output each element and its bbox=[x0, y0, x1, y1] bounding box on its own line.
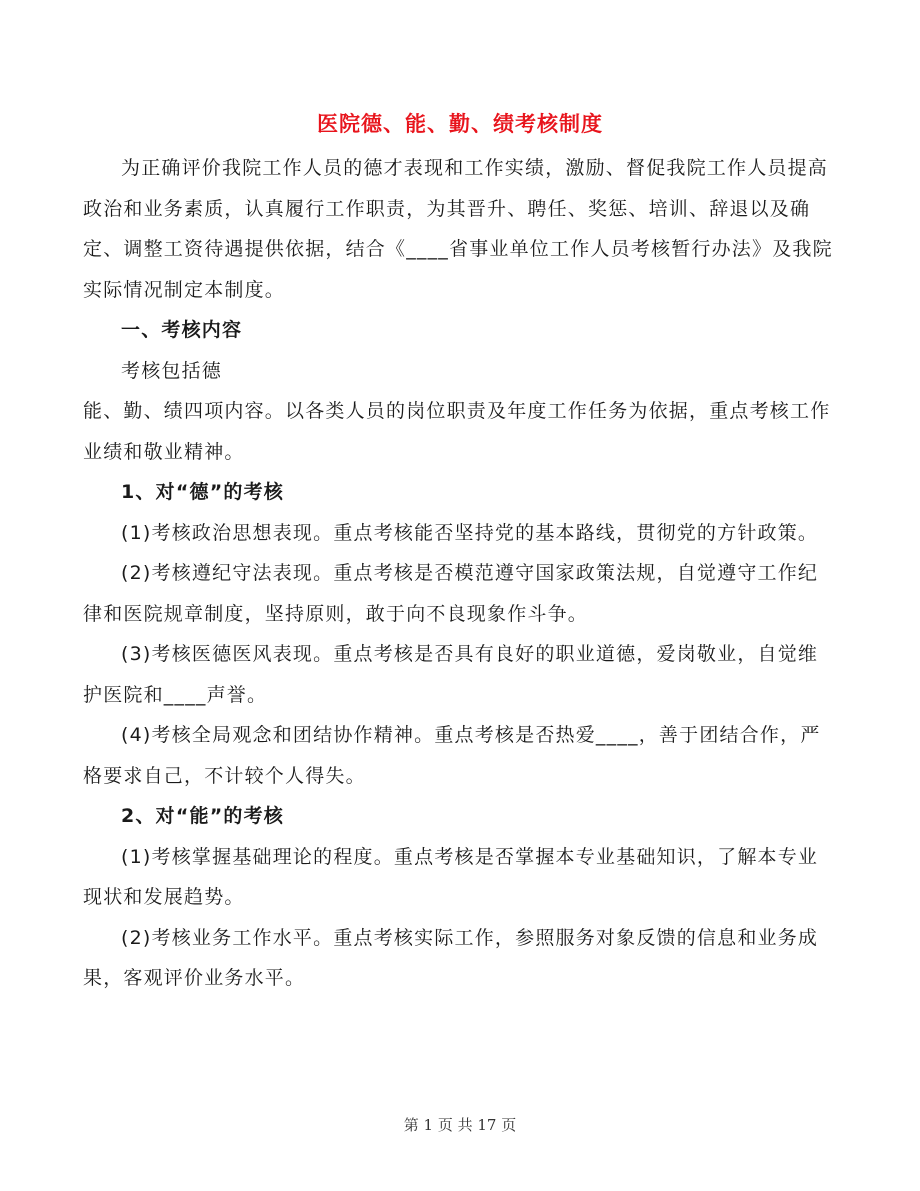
document-title: 医院德、能、勤、绩考核制度 bbox=[317, 112, 603, 136]
subheading-neng: 2、对“能”的考核 bbox=[121, 805, 284, 827]
document-body bbox=[83, 148, 835, 999]
de-item-4: (4)考核全局观念和团结协作精神。重点考核是否热爱____，善于团结合作，严格要求自己，不计较个人得失。 bbox=[83, 724, 821, 787]
de-item-1: (1)考核政治思想表现。重点考核能否坚持党的基本路线，贯彻党的方针政策。 bbox=[121, 521, 819, 544]
page-number-footer: 第 1 页 共 17 页 bbox=[403, 1116, 517, 1134]
de-item-2: (2)考核遵纪守法表现。重点考核是否模范遵守国家政策法规，自觉遵守工作纪律和医院规章制度，坚持原则，敢于向不良现象作斗争。 bbox=[83, 562, 819, 625]
paragraph-scope-continued: 能、勤、绩四项内容。以各类人员的岗位职责及年度工作任务为依据，重点考核工作业绩和敬业精神。 bbox=[83, 400, 831, 463]
neng-item-1: (1)考核掌握基础理论的程度。重点考核是否掌握本专业基础知识，了解本专业现状和发展趋势。 bbox=[83, 845, 819, 908]
subheading-de: 1、对“德”的考核 bbox=[121, 481, 284, 503]
paragraph-scope-start: 考核包括德 bbox=[121, 359, 223, 382]
section-heading-content: 一、考核内容 bbox=[121, 319, 243, 341]
intro-paragraph: 为正确评价我院工作人员的德才表现和工作实绩，激励、督促我院工作人员提高政治和业务素质，认真履行工作职责，为其晋升、聘任、奖惩、培训、辞退以及确定、调整工资待遇提供依据，结合《____省事业单位工作人员考核暂行办法》及我院实际情况制定本制度。 bbox=[83, 157, 833, 301]
neng-item-2: (2)考核业务工作水平。重点考核实际工作，参照服务对象反馈的信息和业务成果，客观评价业务水平。 bbox=[83, 926, 819, 989]
de-item-3: (3)考核医德医风表现。重点考核是否具有良好的职业道德，爱岗敬业，自觉维护医院和____声誉。 bbox=[83, 643, 819, 706]
